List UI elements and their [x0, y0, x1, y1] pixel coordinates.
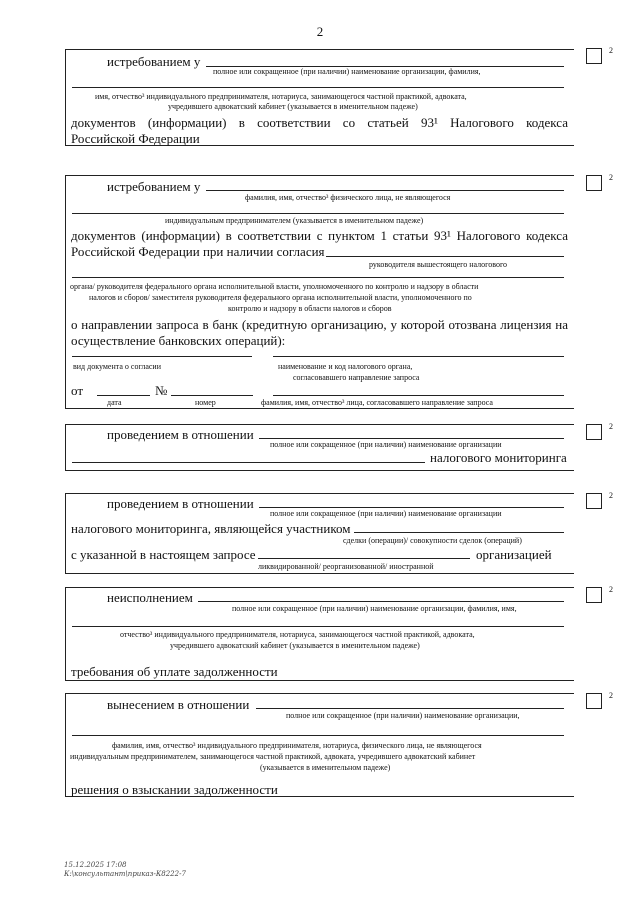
footnote-mark: 2 — [609, 585, 613, 594]
caption: сделки (операции)/ совокупности сделок (операций) — [343, 536, 522, 545]
fill-line[interactable] — [259, 507, 564, 508]
fill-line[interactable] — [326, 256, 564, 257]
checkbox[interactable] — [586, 693, 602, 709]
fill-line[interactable] — [72, 735, 564, 736]
caption: имя, отчество³ индивидуального предпринимателя, нотариуса, занимающегося частной практикой, адвоката, — [95, 92, 467, 101]
fill-line[interactable] — [273, 356, 564, 357]
caption: учредившего адвокатский кабинет (указывается в именительном падеже) — [170, 641, 420, 650]
lead-text: проведением в отношении — [107, 496, 254, 511]
caption: полное или сокращенное (при наличии) наименование организации, — [286, 711, 520, 720]
fill-line[interactable] — [72, 626, 564, 627]
fill-line[interactable] — [354, 532, 564, 533]
body-text: о направлении запроса в банк (кредитную организацию, у которой отозвана лицензия на — [71, 317, 568, 332]
fill-line[interactable] — [273, 395, 564, 396]
body-text: осуществление банковских операций): — [71, 333, 286, 348]
fill-line[interactable] — [72, 87, 564, 88]
checkbox[interactable] — [586, 493, 602, 509]
caption: индивидуальным предпринимателем, занимающегося частной практикой, адвоката, учредившего адвокатский кабинет — [70, 752, 476, 761]
lead-text: истребованием у — [107, 54, 201, 69]
caption: отчество³ индивидуального предпринимателя, нотариуса, занимающегося частной практикой, адвоката, — [120, 630, 475, 639]
caption: полное или сокращенное (при наличии) наименование организации — [270, 440, 502, 449]
footnote-mark: 2 — [609, 422, 613, 431]
caption: органа/ руководителя федерального органа исполнительной власти, уполномоченного по контролю и надзору в области — [70, 282, 479, 291]
number-label: № — [155, 383, 168, 398]
caption: наименование и код налогового органа, — [278, 362, 413, 371]
caption: фамилия, имя, отчество³ индивидуального предпринимателя, нотариуса, физического лица, не являющегося — [112, 741, 482, 750]
caption: контролю и надзору в области налогов и сборов — [228, 304, 392, 313]
lead-text: истребованием у — [107, 179, 201, 194]
body-text: организацией — [476, 547, 552, 562]
caption: полное или сокращенное (при наличии) наименование организации, фамилия, — [213, 67, 481, 76]
caption: налогов и сборов/ заместителя руководителя федерального органа исполнительной власти, уполномоченного по — [89, 293, 472, 302]
caption: полное или сокращенное (при наличии) наименование организации, фамилия, имя, — [232, 604, 517, 613]
fill-line[interactable] — [259, 438, 564, 439]
footnote-mark: 2 — [609, 46, 613, 55]
body-text: с указанной в настоящем запросе — [71, 547, 256, 562]
caption: полное или сокращенное (при наличии) наименование организации — [270, 509, 502, 518]
footnote-mark: 2 — [609, 491, 613, 500]
body-text: Российской Федерации — [71, 131, 200, 146]
fill-line[interactable] — [72, 213, 564, 214]
date-field[interactable] — [97, 395, 150, 396]
caption: вид документа о согласии — [73, 362, 161, 371]
body-text: Российской Федерации при наличии согласия — [71, 244, 325, 259]
fill-line[interactable] — [206, 190, 564, 191]
caption: фамилия, имя, отчество³ лица, согласовавшего направление запроса — [261, 398, 493, 407]
body-text: документов (информации) в соответствии со статьей 93¹ Налогового кодекса — [71, 115, 568, 130]
body-text: решения о взыскании задолженности — [71, 782, 278, 797]
checkbox[interactable] — [586, 48, 602, 64]
number-field[interactable] — [171, 395, 253, 396]
caption: согласовавшего направление запроса — [293, 373, 420, 382]
lead-text: неисполнением — [107, 590, 193, 605]
caption: ликвидированной/ реорганизованной/ иностранной — [258, 562, 434, 571]
fill-line[interactable] — [258, 558, 470, 559]
page-number: 2 — [316, 24, 324, 39]
footnote-mark: 2 — [609, 173, 613, 182]
caption-date: дата — [107, 398, 122, 407]
lead-text: проведением в отношении — [107, 427, 254, 442]
footer-file-path: К:\консультант\приказ-К8222-7 — [64, 870, 186, 878]
checkbox[interactable] — [586, 175, 602, 191]
checkbox[interactable] — [586, 424, 602, 440]
lead-text: вынесением в отношении — [107, 697, 250, 712]
body-text: требования об уплате задолженности — [71, 664, 278, 679]
caption: (указывается в именительном падеже) — [260, 763, 391, 772]
fill-line[interactable] — [256, 708, 564, 709]
fill-line[interactable] — [72, 277, 564, 278]
body-text: документов (информации) в соответствии с пунктом 1 статьи 93¹ Налогового кодекса — [71, 228, 568, 243]
footnote-mark: 2 — [609, 691, 613, 700]
caption-number: номер — [195, 398, 216, 407]
caption: индивидуальным предпринимателем (указывается в именительном падеже) — [165, 216, 424, 225]
checkbox[interactable] — [586, 587, 602, 603]
footer-timestamp: 15.12.2025 17:08 — [64, 861, 127, 869]
fill-line[interactable] — [72, 462, 425, 463]
caption: учредившего адвокатский кабинет (указывается в именительном падеже) — [168, 102, 418, 111]
from-label: от — [71, 383, 84, 398]
fill-line[interactable] — [72, 356, 252, 357]
caption: фамилия, имя, отчество³ физического лица, не являющегося — [245, 193, 451, 202]
body-text: налогового мониторинга — [430, 450, 567, 465]
body-text: налогового мониторинга, являющейся участником — [71, 521, 351, 536]
caption: руководителя вышестоящего налогового — [369, 260, 508, 269]
fill-line[interactable] — [198, 601, 564, 602]
